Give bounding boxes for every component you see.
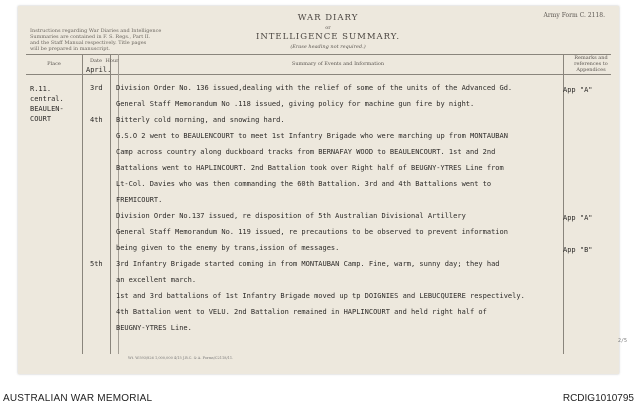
instructions-line: and the Staff Manual respectively. Title pages <box>30 40 147 46</box>
entry-line: being given to the enemy by trans,ission of messages. <box>116 244 340 252</box>
month-label: April. <box>86 66 112 74</box>
entry-line: BEUGNY-YTRES Line. <box>116 324 192 332</box>
entry-line: Battalions went to HAPLINCOURT. 2nd Battalion took over Right half of BEUGNY-YTRES Line from <box>116 164 504 172</box>
place-cell <box>30 84 80 124</box>
entry-line: G.S.O 2 went to BEAULENCOURT to meet 1st Infantry Brigade who were marching up from MONTAUBAN <box>116 132 508 140</box>
rule-date <box>110 54 111 354</box>
entry-line: Bitterly cold morning, and snowing hard. <box>116 116 285 124</box>
instructions-line: Summaries are contained in F. S. Regs., Part II. <box>30 34 151 40</box>
place-line: BEAULEN- <box>30 105 64 113</box>
appendix-ref: App "A" <box>563 214 593 222</box>
entry-line: Division Order No. 136 issued,dealing with the relief of some of the units of the Advanced Gd. <box>116 84 513 92</box>
printer-imprint: Wt. W.593/826 1,000,000 4/15 J.B.C. & A. Forms/C2118/11. <box>128 356 234 360</box>
entry-line: an excellent march. <box>116 276 197 284</box>
rule-place <box>82 54 83 354</box>
entry-line: 4th Battalion went to VELU. 2nd Battalion remained in HAPLINCOURT and held right half of <box>116 308 487 316</box>
entry-line: 1st and 3rd battalions of 1st Infantry Brigade moved up tp DOIGNIES and LEBUCQUIERE respectively. <box>116 292 525 300</box>
instructions-line: Instructions regarding War Diaries and Intelligence <box>30 28 162 34</box>
entry-line: Lt-Col. Davies who was then commanding the 60th Battalion. 3rd and 4th Battalions went to <box>116 180 492 188</box>
army-form-number: Army Form C. 2118. <box>543 12 605 19</box>
archive-id: RCDIG1010795 <box>562 393 634 404</box>
form-subtitle-note: (Erase heading not required.) <box>290 44 366 50</box>
instructions-line: will be prepared in manuscript. <box>30 46 111 52</box>
date-5th: 5th <box>90 260 103 268</box>
col-header-hour: Hour <box>105 58 119 64</box>
place-line: central. <box>30 95 64 103</box>
entry-line: FREMICOURT. <box>116 196 163 204</box>
appendix-ref: App "B" <box>563 246 593 254</box>
rule-top <box>26 54 611 55</box>
instructions-note <box>30 28 230 52</box>
form-title-or: or <box>325 25 331 31</box>
folio-mark: 2/5 <box>618 338 628 344</box>
form-title: WAR DIARY <box>297 13 359 23</box>
entry-line: Division Order No.137 issued, re disposition of 5th Australian Divisional Artillery <box>116 212 466 220</box>
date-3rd: 3rd <box>90 84 103 92</box>
diary-page <box>18 6 628 374</box>
appendix-ref: App "A" <box>563 86 593 94</box>
date-4th: 4th <box>90 116 103 124</box>
entry-line: Camp across country along duckboard tracks from BERNAFAY WOOD to BEAULENCOURT. 1st and 2nd <box>116 148 496 156</box>
archive-caption: AUSTRALIAN WAR MEMORIAL <box>3 393 153 404</box>
rule-header-bottom <box>26 74 611 75</box>
entry-line: 3rd Infantry Brigade started coming in from MONTAUBAN Camp. Fine, warm, sunny day; they had <box>116 260 500 268</box>
form-subtitle: INTELLIGENCE SUMMARY. <box>255 32 401 42</box>
col-header-summary: Summary of Events and Information <box>291 61 385 67</box>
entry-line: General Staff Memorandum No .118 issued, giving policy for machine gun fire by night. <box>116 100 475 108</box>
col-header-date: Date <box>90 58 102 64</box>
col-header-remarks: Remarks and references to Appendices <box>574 55 608 73</box>
rule-remarks <box>563 54 564 354</box>
col-header-place: Place <box>47 61 61 67</box>
place-line: R.11. <box>30 85 52 93</box>
place-line: COURT <box>30 115 52 123</box>
entry-line: General Staff Memorandum No. 119 issued, re precautions to be observed to prevent information <box>116 228 508 236</box>
